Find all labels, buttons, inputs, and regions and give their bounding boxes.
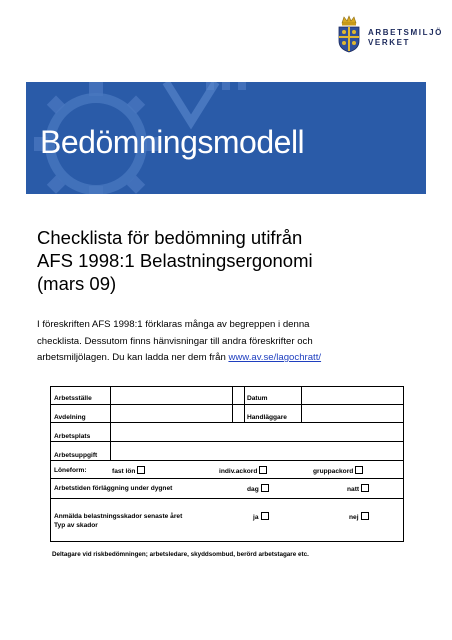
- intro-line-3-text: arbetsmiljölagen. Du kan ladda ner dem från: [37, 352, 229, 363]
- label-dag: dag: [247, 486, 259, 493]
- option-ja: [253, 512, 269, 521]
- option-dag: [247, 484, 269, 493]
- label-natt: natt: [347, 486, 360, 493]
- label-gruppackord: gruppackord: [313, 468, 354, 475]
- intro-line-2: checklista. Dessutom finns hänvisningar till andra föreskrifter och: [37, 335, 313, 347]
- divider: [110, 387, 111, 405]
- label-anmalda: Anmälda belastningsskador senaste året: [54, 513, 183, 520]
- label-loneform: Löneform:: [54, 467, 87, 474]
- dag-checkbox[interactable]: [261, 484, 269, 492]
- option-indiv-ackord: [219, 466, 267, 475]
- label-arbetstiden: Arbetstiden förläggning under dygnet: [54, 485, 173, 492]
- label-avdelning: Avdelning: [54, 414, 86, 421]
- heading-line-1: Checklista för bedömning utifrån: [37, 227, 303, 248]
- divider: [110, 405, 111, 423]
- logo-wordmark: [368, 28, 443, 48]
- row-arbetstiden: [51, 479, 403, 499]
- label-handlaggare: Handläggare: [247, 414, 287, 421]
- label-fast-lon: fast lön: [112, 468, 136, 475]
- heading-line-2: AFS 1998:1 Belastningsergonomi: [37, 250, 313, 271]
- label-indiv-ackord: indiv.ackord: [219, 468, 258, 475]
- label-datum: Datum: [247, 395, 268, 402]
- label-ja: ja: [253, 514, 259, 521]
- natt-checkbox[interactable]: [361, 484, 369, 492]
- intro-paragraph: [37, 317, 417, 367]
- divider: [110, 423, 111, 442]
- gruppackord-checkbox[interactable]: [355, 466, 363, 474]
- label-nej: nej: [349, 514, 359, 521]
- ja-checkbox[interactable]: [261, 512, 269, 520]
- option-gruppackord: [313, 466, 363, 475]
- row-anmalda: [51, 499, 403, 541]
- indiv-ackord-checkbox[interactable]: [259, 466, 267, 474]
- logo-line-2: VERKET: [368, 38, 411, 47]
- option-natt: [347, 484, 369, 493]
- intro-line-1: I föreskriften AFS 1998:1 förklaras många av begreppen i denna: [37, 319, 310, 330]
- title-banner: [26, 82, 426, 194]
- row-arbetsplats: [51, 423, 403, 442]
- participants-note: Deltagare vid riskbedömningen; arbetsledare, skyddsombud, berörd arbetstagare etc.: [52, 551, 309, 558]
- option-nej: [349, 512, 369, 521]
- fast-lon-checkbox[interactable]: [137, 466, 145, 474]
- document-heading: [37, 226, 417, 295]
- row-avdelning: [51, 405, 403, 423]
- intro-line-3: [37, 350, 417, 367]
- logo-line-1: ARBETSMILJÖ: [368, 28, 443, 37]
- row-arbetsstalle: [51, 387, 403, 405]
- lagochratt-link[interactable]: www.av.se/lagochratt/: [228, 352, 322, 363]
- arbetsmiljoverket-logo: [334, 14, 444, 58]
- divider: [110, 442, 111, 461]
- banner-title: Bedömningsmodell: [40, 124, 305, 160]
- heading-line-3: (mars 09): [37, 273, 117, 294]
- row-arbetsuppgift: [51, 442, 403, 461]
- nej-checkbox[interactable]: [361, 512, 369, 520]
- label-typ-av-skador: Typ av skador: [54, 522, 98, 529]
- option-fast-lon: [112, 466, 145, 475]
- crown-crest-icon: [334, 14, 364, 54]
- checklist-form: [50, 386, 404, 542]
- label-arbetsplats: Arbetsplats: [54, 433, 91, 440]
- label-arbetsuppgift: Arbetsuppgift: [54, 452, 98, 459]
- row-loneform: [51, 461, 403, 479]
- label-arbetsstalle: Arbetsställe: [54, 395, 92, 402]
